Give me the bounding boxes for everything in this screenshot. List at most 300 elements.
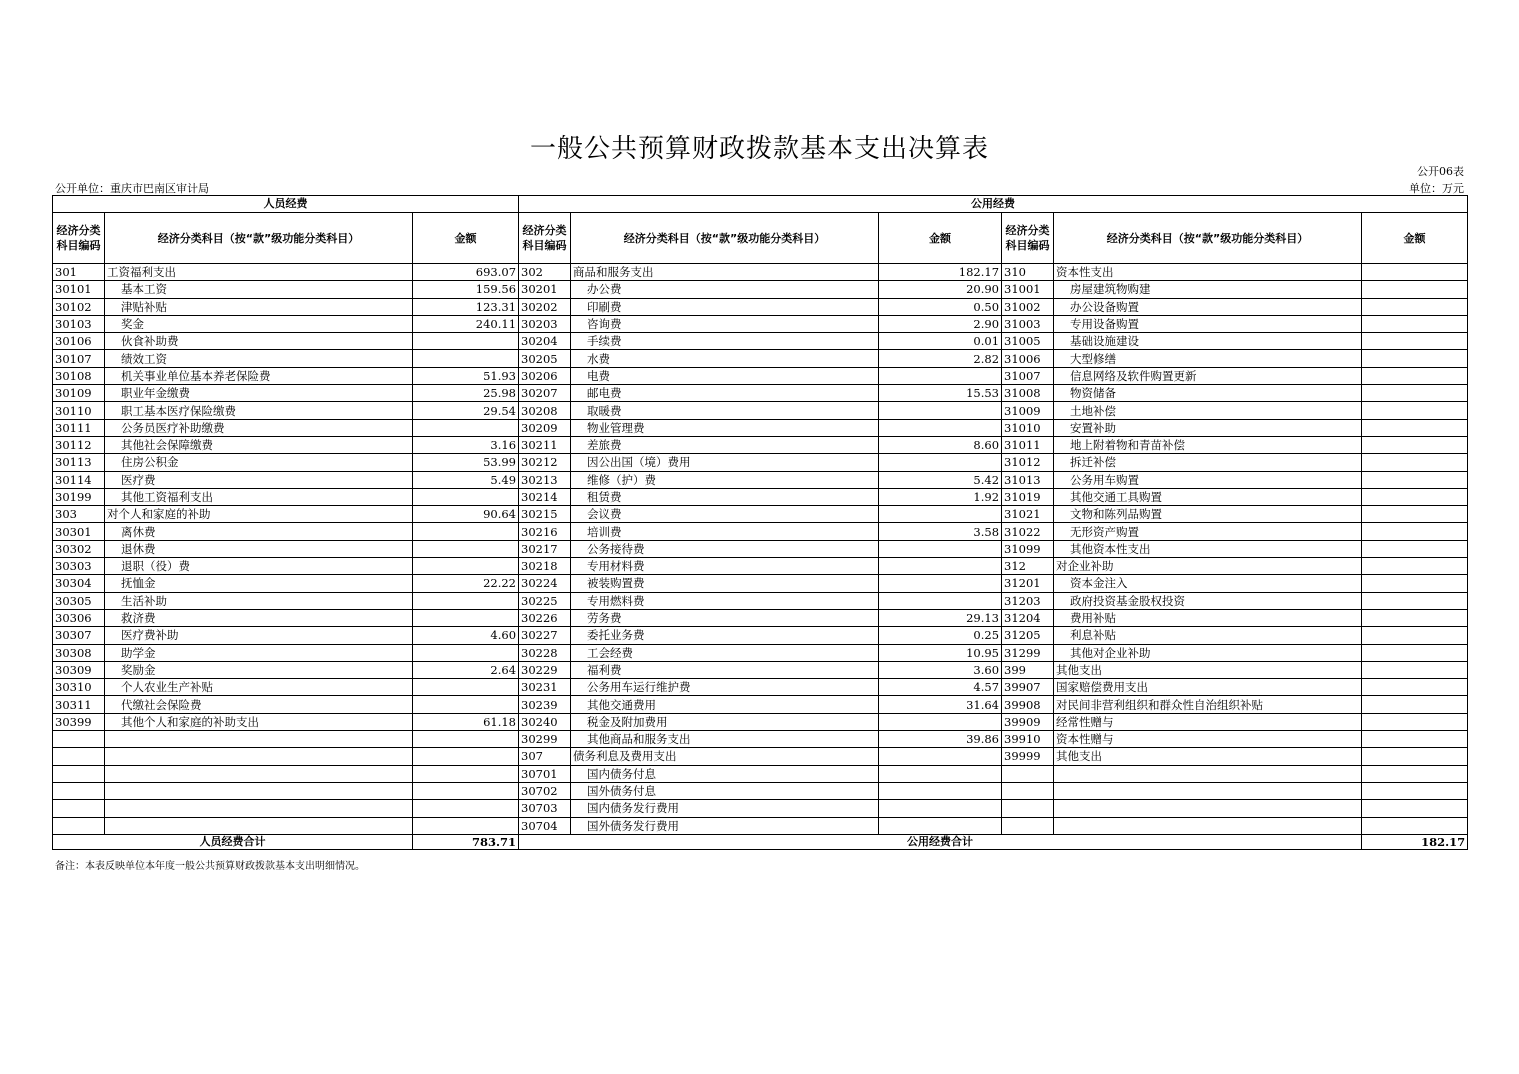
row-amount (879, 540, 1002, 557)
row-code (1002, 765, 1054, 782)
row-code (53, 765, 105, 782)
row-name: 福利费 (571, 661, 879, 678)
row-code: 30199 (53, 488, 105, 505)
column-header-name: 经济分类科目（按“款”级功能分类科目） (1054, 213, 1362, 264)
row-name: 国内债务发行费用 (571, 800, 879, 817)
table-row (53, 748, 1468, 765)
row-name: 公务用车购置 (1054, 471, 1362, 488)
row-amount: 22.22 (413, 575, 519, 592)
row-name: 咨询费 (571, 315, 879, 332)
table-row (53, 592, 1468, 609)
row-code: 30109 (53, 385, 105, 402)
row-code: 30113 (53, 454, 105, 471)
row-name: 利息补贴 (1054, 627, 1362, 644)
row-code (1002, 817, 1054, 834)
row-code: 399 (1002, 661, 1054, 678)
row-name: 资本性赠与 (1054, 731, 1362, 748)
row-name: 其他个人和家庭的补助支出 (105, 713, 413, 730)
row-code: 39908 (1002, 696, 1054, 713)
row-name: 电费 (571, 367, 879, 384)
public-total-amount: 182.17 (1362, 834, 1468, 849)
row-name: 对民间非营利组织和群众性自治组织补贴 (1054, 696, 1362, 713)
row-code: 310 (1002, 264, 1054, 281)
row-name: 救济费 (105, 609, 413, 626)
row-code: 31010 (1002, 419, 1054, 436)
row-name: 津贴补贴 (105, 298, 413, 315)
table-row (53, 713, 1468, 730)
row-name (105, 782, 413, 799)
row-amount: 2.64 (413, 661, 519, 678)
row-name: 其他社会保障缴费 (105, 436, 413, 453)
row-code: 30240 (519, 713, 571, 730)
row-amount (879, 419, 1002, 436)
row-amount: 4.60 (413, 627, 519, 644)
row-code: 31006 (1002, 350, 1054, 367)
row-code: 303 (53, 506, 105, 523)
group-header-personnel: 人员经费 (53, 196, 519, 213)
row-code: 30111 (53, 419, 105, 436)
row-amount: 3.16 (413, 436, 519, 453)
row-amount: 3.60 (879, 661, 1002, 678)
row-amount (1362, 731, 1468, 748)
row-code: 30103 (53, 315, 105, 332)
row-code: 30201 (519, 281, 571, 298)
row-code: 301 (53, 264, 105, 281)
row-amount (413, 488, 519, 505)
table-row (53, 540, 1468, 557)
row-code: 39907 (1002, 679, 1054, 696)
row-name: 国外债务付息 (571, 782, 879, 799)
table-row (53, 471, 1468, 488)
row-name: 其他资本性支出 (1054, 540, 1362, 557)
row-code: 30216 (519, 523, 571, 540)
row-amount (879, 713, 1002, 730)
row-amount (1362, 661, 1468, 678)
row-name: 土地补偿 (1054, 402, 1362, 419)
row-amount (879, 454, 1002, 471)
table-row (53, 281, 1468, 298)
row-amount (1362, 627, 1468, 644)
row-amount (413, 765, 519, 782)
row-name: 办公费 (571, 281, 879, 298)
row-amount (413, 748, 519, 765)
row-code (53, 748, 105, 765)
row-name (1054, 765, 1362, 782)
row-name: 绩效工资 (105, 350, 413, 367)
row-amount (879, 782, 1002, 799)
row-amount: 29.13 (879, 609, 1002, 626)
row-amount (879, 592, 1002, 609)
row-code: 30305 (53, 592, 105, 609)
row-code: 30302 (53, 540, 105, 557)
row-code: 31002 (1002, 298, 1054, 315)
table-row (53, 644, 1468, 661)
row-name: 对个人和家庭的补助 (105, 506, 413, 523)
row-code: 30703 (519, 800, 571, 817)
row-name (105, 817, 413, 834)
row-amount: 2.82 (879, 350, 1002, 367)
row-code: 31203 (1002, 592, 1054, 609)
row-amount (1362, 540, 1468, 557)
row-amount (1362, 385, 1468, 402)
row-code: 30226 (519, 609, 571, 626)
row-name: 手续费 (571, 333, 879, 350)
row-amount (1362, 298, 1468, 315)
row-code: 31011 (1002, 436, 1054, 453)
row-code: 30110 (53, 402, 105, 419)
row-code: 30204 (519, 333, 571, 350)
column-header-name: 经济分类科目（按“款”级功能分类科目） (571, 213, 879, 264)
row-name: 被装购置费 (571, 575, 879, 592)
row-amount (1362, 523, 1468, 540)
row-name: 奖励金 (105, 661, 413, 678)
row-amount: 31.64 (879, 696, 1002, 713)
table-body (53, 264, 1468, 835)
row-name: 差旅费 (571, 436, 879, 453)
row-name: 大型修缮 (1054, 350, 1362, 367)
row-name: 租赁费 (571, 488, 879, 505)
row-name: 拆迁补偿 (1054, 454, 1362, 471)
row-code: 31007 (1002, 367, 1054, 384)
row-amount: 5.49 (413, 471, 519, 488)
row-code: 30202 (519, 298, 571, 315)
row-amount (1362, 592, 1468, 609)
row-name (105, 748, 413, 765)
table-row (53, 609, 1468, 626)
row-code: 312 (1002, 558, 1054, 575)
row-name: 其他支出 (1054, 748, 1362, 765)
row-amount (1362, 350, 1468, 367)
row-amount (1362, 281, 1468, 298)
row-name: 奖金 (105, 315, 413, 332)
table-row (53, 350, 1468, 367)
row-amount (879, 402, 1002, 419)
table-row (53, 454, 1468, 471)
table-row (53, 333, 1468, 350)
row-amount (413, 731, 519, 748)
row-name: 对企业补助 (1054, 558, 1362, 575)
row-name (105, 731, 413, 748)
row-code (53, 800, 105, 817)
row-amount: 25.98 (413, 385, 519, 402)
row-amount (413, 540, 519, 557)
row-code: 31008 (1002, 385, 1054, 402)
row-name: 经常性赠与 (1054, 713, 1362, 730)
row-code: 30224 (519, 575, 571, 592)
row-code: 31012 (1002, 454, 1054, 471)
group-header-public: 公用经费 (519, 196, 1468, 213)
row-amount (413, 817, 519, 834)
row-amount (1362, 454, 1468, 471)
public-total-label: 公用经费合计 (519, 834, 1362, 849)
row-code: 30231 (519, 679, 571, 696)
table-row (53, 367, 1468, 384)
row-name: 国内债务付息 (571, 765, 879, 782)
row-amount: 0.50 (879, 298, 1002, 315)
row-name: 代缴社会保险费 (105, 696, 413, 713)
row-code: 30702 (519, 782, 571, 799)
row-code: 30239 (519, 696, 571, 713)
row-name: 其他交通工具购置 (1054, 488, 1362, 505)
row-code: 30303 (53, 558, 105, 575)
row-code: 30299 (519, 731, 571, 748)
row-name: 资本金注入 (1054, 575, 1362, 592)
row-amount (413, 350, 519, 367)
table-row (53, 575, 1468, 592)
row-code: 30101 (53, 281, 105, 298)
row-code: 30212 (519, 454, 571, 471)
row-code: 30102 (53, 298, 105, 315)
row-code: 39910 (1002, 731, 1054, 748)
row-name: 文物和陈列品购置 (1054, 506, 1362, 523)
row-name (1054, 782, 1362, 799)
row-name: 退职（役）费 (105, 558, 413, 575)
row-amount (413, 696, 519, 713)
row-amount: 61.18 (413, 713, 519, 730)
row-code: 30310 (53, 679, 105, 696)
row-amount (1362, 558, 1468, 575)
row-code: 30206 (519, 367, 571, 384)
row-name: 地上附着物和青苗补偿 (1054, 436, 1362, 453)
row-name: 机关事业单位基本养老保险费 (105, 367, 413, 384)
row-code: 30217 (519, 540, 571, 557)
row-amount: 20.90 (879, 281, 1002, 298)
row-name: 债务利息及费用支出 (571, 748, 879, 765)
row-name: 专用材料费 (571, 558, 879, 575)
row-amount (1362, 644, 1468, 661)
footnote: 备注：本表反映单位本年度一般公共预算财政拨款基本支出明细情况。 (55, 861, 365, 872)
row-amount: 90.64 (413, 506, 519, 523)
row-amount (1362, 782, 1468, 799)
row-code: 30114 (53, 471, 105, 488)
row-amount (413, 333, 519, 350)
row-name: 物资储备 (1054, 385, 1362, 402)
row-amount: 8.60 (879, 436, 1002, 453)
row-name: 商品和服务支出 (571, 264, 879, 281)
row-name: 无形资产购置 (1054, 523, 1362, 540)
row-name: 物业管理费 (571, 419, 879, 436)
row-code: 307 (519, 748, 571, 765)
table-row (53, 679, 1468, 696)
row-name: 住房公积金 (105, 454, 413, 471)
row-name: 伙食补助费 (105, 333, 413, 350)
row-name: 因公出国（境）费用 (571, 454, 879, 471)
row-amount (1362, 471, 1468, 488)
column-header-code: 经济分类科目编码 (519, 213, 571, 264)
row-code: 30309 (53, 661, 105, 678)
row-amount (879, 765, 1002, 782)
row-code: 30203 (519, 315, 571, 332)
form-number: 公开06表 (1417, 165, 1464, 178)
row-code: 30106 (53, 333, 105, 350)
row-name: 其他对企业补助 (1054, 644, 1362, 661)
row-amount (413, 644, 519, 661)
row-code: 31299 (1002, 644, 1054, 661)
row-name: 其他工资福利支出 (105, 488, 413, 505)
row-amount (413, 592, 519, 609)
row-code: 302 (519, 264, 571, 281)
row-amount (1362, 696, 1468, 713)
row-amount (1362, 488, 1468, 505)
personnel-total-label: 人员经费合计 (53, 834, 413, 849)
row-code: 31201 (1002, 575, 1054, 592)
row-name: 取暖费 (571, 402, 879, 419)
row-code: 30228 (519, 644, 571, 661)
row-amount (879, 800, 1002, 817)
table-row (53, 419, 1468, 436)
row-code: 30213 (519, 471, 571, 488)
row-name: 公务员医疗补助缴费 (105, 419, 413, 436)
row-amount (413, 679, 519, 696)
row-name: 职业年金缴费 (105, 385, 413, 402)
row-code: 30306 (53, 609, 105, 626)
row-name: 其他交通费用 (571, 696, 879, 713)
row-amount: 159.56 (413, 281, 519, 298)
row-name (1054, 800, 1362, 817)
row-code: 30304 (53, 575, 105, 592)
row-name: 抚恤金 (105, 575, 413, 592)
row-code (53, 817, 105, 834)
row-amount (1362, 315, 1468, 332)
row-amount: 53.99 (413, 454, 519, 471)
column-header-code: 经济分类科目编码 (1002, 213, 1054, 264)
row-amount (1362, 264, 1468, 281)
row-name: 税金及附加费用 (571, 713, 879, 730)
column-header-code: 经济分类科目编码 (53, 213, 105, 264)
row-amount: 123.31 (413, 298, 519, 315)
row-amount (879, 817, 1002, 834)
row-name: 会议费 (571, 506, 879, 523)
row-amount: 39.86 (879, 731, 1002, 748)
row-name: 邮电费 (571, 385, 879, 402)
table-row (53, 627, 1468, 644)
column-header-amount: 金额 (1362, 213, 1468, 264)
table-row (53, 402, 1468, 419)
table-row (53, 661, 1468, 678)
row-amount (1362, 609, 1468, 626)
row-amount (1362, 713, 1468, 730)
table-row (53, 800, 1468, 817)
row-amount (1362, 506, 1468, 523)
table-row (53, 523, 1468, 540)
row-name: 职工基本医疗保险缴费 (105, 402, 413, 419)
row-amount (1362, 575, 1468, 592)
row-amount: 4.57 (879, 679, 1002, 696)
row-code: 30225 (519, 592, 571, 609)
expenditure-table (52, 195, 1468, 850)
row-name: 医疗费补助 (105, 627, 413, 644)
currency-unit: 单位：万元 (1409, 182, 1464, 195)
row-code: 30108 (53, 367, 105, 384)
row-amount (413, 782, 519, 799)
row-code: 31005 (1002, 333, 1054, 350)
row-name: 个人农业生产补贴 (105, 679, 413, 696)
row-amount: 10.95 (879, 644, 1002, 661)
row-name: 生活补助 (105, 592, 413, 609)
row-name: 政府投资基金股权投资 (1054, 592, 1362, 609)
row-name: 专用燃料费 (571, 592, 879, 609)
row-name: 退休费 (105, 540, 413, 557)
row-code: 31019 (1002, 488, 1054, 505)
table-row (53, 488, 1468, 505)
row-code (53, 782, 105, 799)
table-row (53, 696, 1468, 713)
row-code: 30227 (519, 627, 571, 644)
row-amount (1362, 367, 1468, 384)
row-code: 30107 (53, 350, 105, 367)
row-code: 31099 (1002, 540, 1054, 557)
table-row (53, 817, 1468, 834)
row-code: 31204 (1002, 609, 1054, 626)
row-name: 基础设施建设 (1054, 333, 1362, 350)
row-name: 公务用车运行维护费 (571, 679, 879, 696)
row-code: 30399 (53, 713, 105, 730)
row-amount (1362, 800, 1468, 817)
row-code: 31001 (1002, 281, 1054, 298)
row-amount: 240.11 (413, 315, 519, 332)
row-name: 助学金 (105, 644, 413, 661)
row-amount (413, 419, 519, 436)
row-amount: 15.53 (879, 385, 1002, 402)
personnel-total-amount: 783.71 (413, 834, 519, 849)
row-code: 30214 (519, 488, 571, 505)
reporting-unit: 公开单位：重庆市巴南区审计局 (55, 182, 209, 195)
row-code: 31021 (1002, 506, 1054, 523)
row-amount (1362, 765, 1468, 782)
row-name: 信息网络及软件购置更新 (1054, 367, 1362, 384)
row-name: 工会经费 (571, 644, 879, 661)
row-code (1002, 800, 1054, 817)
row-code: 30308 (53, 644, 105, 661)
row-name: 费用补贴 (1054, 609, 1362, 626)
page-title: 一般公共预算财政拨款基本支出决算表 (529, 134, 989, 164)
row-code: 30704 (519, 817, 571, 834)
row-code: 30229 (519, 661, 571, 678)
table-row (53, 264, 1468, 281)
row-amount: 0.25 (879, 627, 1002, 644)
table-row (53, 558, 1468, 575)
row-name: 基本工资 (105, 281, 413, 298)
row-code: 30218 (519, 558, 571, 575)
row-name (105, 800, 413, 817)
row-name: 劳务费 (571, 609, 879, 626)
row-amount (1362, 402, 1468, 419)
row-name: 维修（护）费 (571, 471, 879, 488)
row-name: 公务接待费 (571, 540, 879, 557)
row-code: 30701 (519, 765, 571, 782)
row-amount (413, 609, 519, 626)
row-amount (1362, 333, 1468, 350)
table-row (53, 298, 1468, 315)
table-row (53, 315, 1468, 332)
row-amount (1362, 748, 1468, 765)
row-name: 安置补助 (1054, 419, 1362, 436)
row-code: 39909 (1002, 713, 1054, 730)
row-code: 31013 (1002, 471, 1054, 488)
row-code: 30307 (53, 627, 105, 644)
row-name: 其他支出 (1054, 661, 1362, 678)
row-amount (413, 523, 519, 540)
row-code: 31205 (1002, 627, 1054, 644)
row-code: 30209 (519, 419, 571, 436)
row-code: 30211 (519, 436, 571, 453)
totals-row (53, 834, 1468, 849)
row-amount (413, 800, 519, 817)
row-name (105, 765, 413, 782)
row-code: 31003 (1002, 315, 1054, 332)
row-name: 国家赔偿费用支出 (1054, 679, 1362, 696)
row-code: 30112 (53, 436, 105, 453)
